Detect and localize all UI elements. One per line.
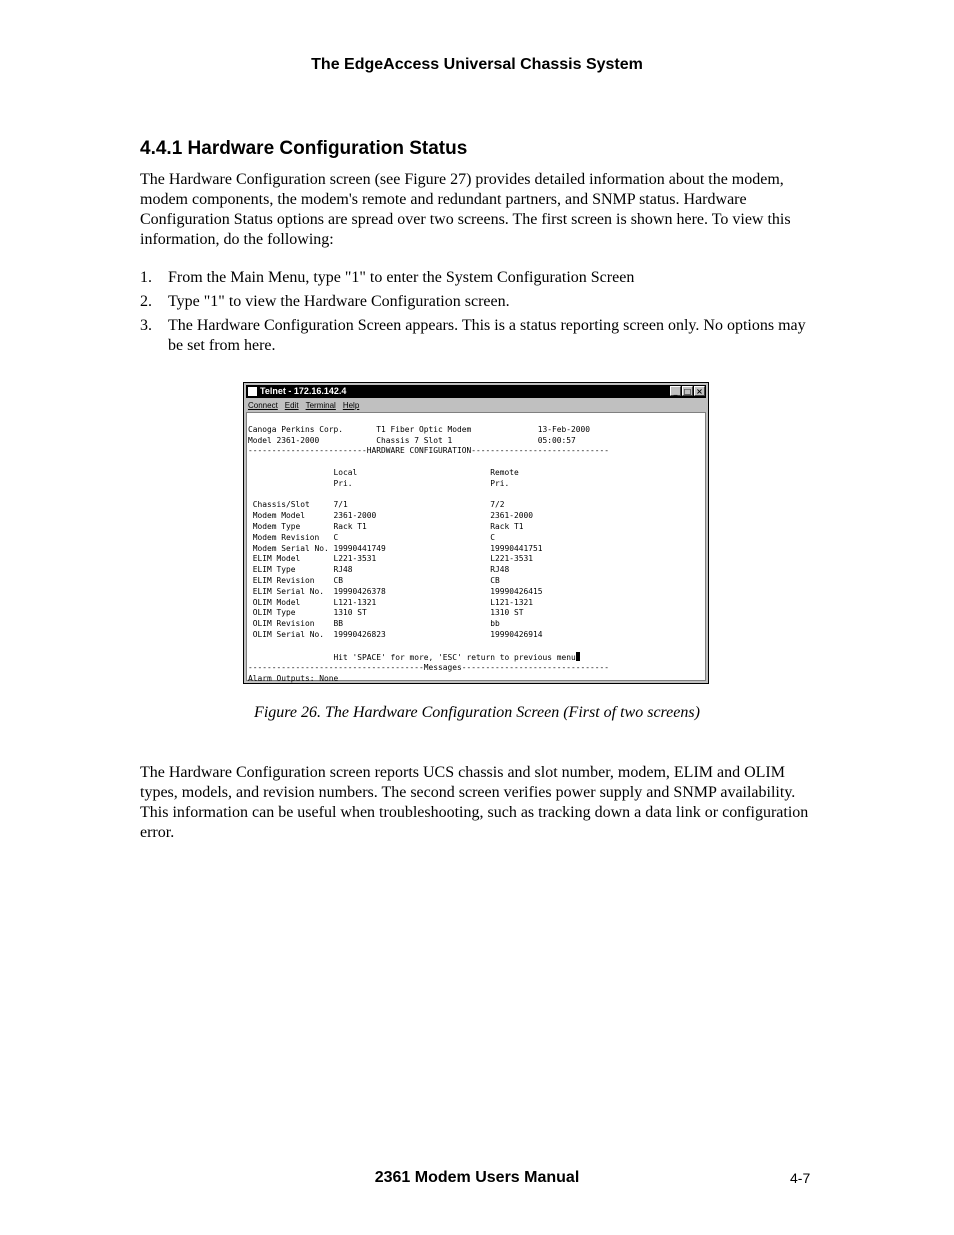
terminal-text xyxy=(247,413,705,707)
terminal-line xyxy=(248,641,705,652)
terminal-line: OLIM Revision BB bb xyxy=(248,619,500,629)
terminal-line: Chassis/Slot 7/1 7/2 xyxy=(248,500,505,510)
minimize-icon: _ xyxy=(670,386,681,396)
menu-help: Help xyxy=(342,401,360,410)
step-item xyxy=(140,316,810,356)
menu-terminal: Terminal xyxy=(305,401,336,410)
section-heading: 4.4.1 Hardware Configuration Status xyxy=(140,138,468,159)
step-number: 3. xyxy=(140,317,152,334)
step-item xyxy=(140,292,810,312)
terminal-line: Canoga Perkins Corp. T1 Fiber Optic Modem 13-Feb-2000 xyxy=(248,424,591,434)
terminal-line: ELIM Revision CB CB xyxy=(248,575,500,585)
terminal-line: -------------------------------------Messages------------------------------- xyxy=(248,663,610,673)
intro-paragraph: The Hardware Configuration screen (see Figure 27) provides detailed information about the modem, modem components, the modem's remote and redundant partners, and SNMP status. Hardware Configuration Status options are spread over two screens. The first screen is shown here. To view this information, do the following: xyxy=(140,171,791,248)
terminal-line: Hit 'SPACE' for more, 'ESC' return to previous menu xyxy=(248,652,576,662)
step-text: Type "1" to view the Hardware Configuration screen. xyxy=(168,293,510,310)
step-item xyxy=(140,268,810,288)
running-footer: 2361 Modem Users Manual xyxy=(374,1169,580,1186)
window-title: Telnet - 172.16.142.4 xyxy=(260,386,347,396)
figure-caption: Figure 26. The Hardware Configuration Screen (First of two screens) xyxy=(254,704,700,721)
terminal-line: Modem Model 2361-2000 2361-2000 xyxy=(248,511,534,521)
terminal-line: OLIM Type 1310 ST 1310 ST xyxy=(248,608,524,618)
telnet-app-icon xyxy=(248,387,257,396)
window-titlebar xyxy=(246,385,706,398)
terminal-screen xyxy=(246,412,706,684)
terminal-line: -------------------------HARDWARE CONFIGURATION----------------------------- xyxy=(248,446,610,456)
terminal-line: Model 2361-2000 Chassis 7 Slot 1 05:00:57 xyxy=(248,435,576,445)
step-number: 2. xyxy=(140,293,152,310)
running-header: The EdgeAccess Universal Chassis System xyxy=(311,56,643,73)
close-icon: × xyxy=(694,386,705,396)
step-text: The Hardware Configuration Screen appears. This is a status reporting screen only. No options may be set from here. xyxy=(168,317,806,354)
telnet-window-screenshot xyxy=(243,382,709,684)
terminal-line: ELIM Type RJ48 RJ48 xyxy=(248,565,510,575)
terminal-line: Modem Revision C C xyxy=(248,532,496,542)
menu-edit: Edit xyxy=(284,401,299,410)
terminal-line: Alarm Outputs: None xyxy=(248,674,339,684)
steps-list xyxy=(140,268,810,360)
terminal-line: Modem Serial No. 19990441749 19990441751 xyxy=(248,543,543,553)
terminal-line: ELIM Serial No. 19990426378 19990426415 xyxy=(248,586,543,596)
terminal-line: Local Remote xyxy=(248,467,519,477)
terminal-line: OLIM Model L121-1321 L121-1321 xyxy=(248,597,534,607)
window-menubar xyxy=(248,400,366,411)
cursor-block xyxy=(576,652,580,661)
terminal-line: Pri. Pri. xyxy=(248,478,510,488)
summary-paragraph: The Hardware Configuration screen reports UCS chassis and slot number, modem, ELIM and OLIM types, models, and revision numbers. The second screen verifies power supply and SNMP availability. This information can be useful when troubleshooting, such as tracking down a data link or configuration error. xyxy=(140,764,809,841)
terminal-line: Modem Type Rack T1 Rack T1 xyxy=(248,521,524,531)
terminal-prompt-line xyxy=(248,652,705,664)
terminal-line xyxy=(248,490,705,501)
step-number: 1. xyxy=(140,269,152,286)
terminal-line: ELIM Model L221-3531 L221-3531 xyxy=(248,554,534,564)
window-controls xyxy=(669,386,705,397)
menu-connect: Connect xyxy=(248,401,278,410)
step-text: From the Main Menu, type "1" to enter the System Configuration Screen xyxy=(168,269,635,286)
terminal-line: OLIM Serial No. 19990426823 19990426914 xyxy=(248,629,543,639)
terminal-line xyxy=(248,457,705,468)
page-number: 4-7 xyxy=(790,1170,811,1186)
maximize-icon: □ xyxy=(683,387,692,396)
